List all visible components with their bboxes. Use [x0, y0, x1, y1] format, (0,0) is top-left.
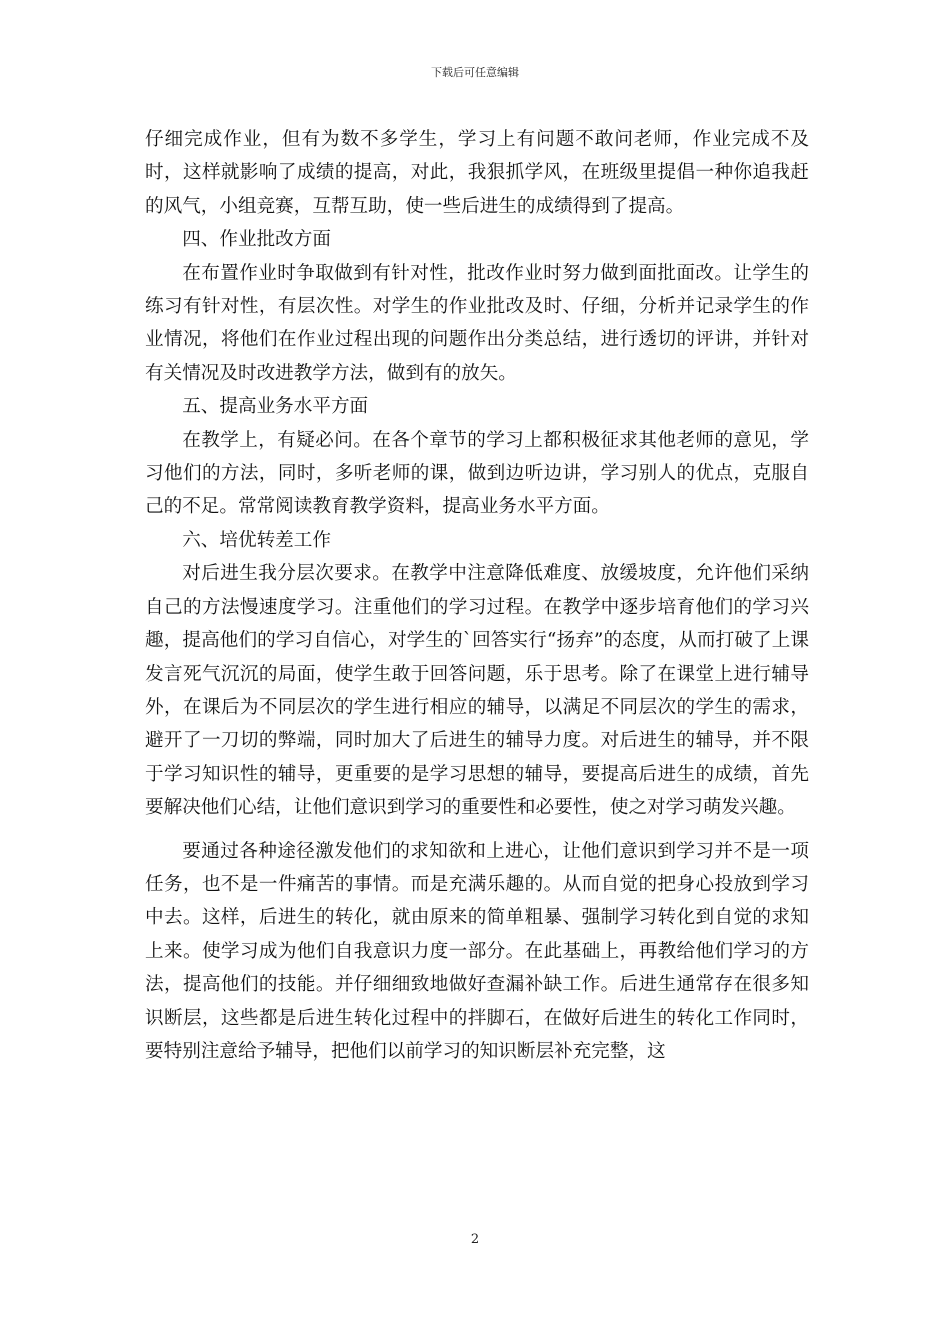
paragraph-tutoring: 对后进生我分层次要求。在教学中注意降低难度、放缓坡度，允许他们采纳自己的方法慢速度学习。注重他们的学习过程。在教学中逐步培育他们的学习兴趣，提高他们的学习自信心，对学生的`回答实行“扬弃”的态度，从而打破了上课发言死气沉沉的局面，使学生敢于回答问题，乐于思考。除了在课堂上进行辅导外，在课后为不同层次的学生进行相应的辅导，以满足不同层次的学生的需求，避开了一刀切的弊端，同时加大了后进生的辅导力度。对后进生的辅导，并不限于学习知识性的辅导，更重要的是学习思想的辅导，要提高后进生的成绩，首先要解决他们心结，让他们意识到学习的重要性和必要性，使之对学习萌发兴趣。: [145, 563, 809, 819]
section-heading-homework-grading: 四、作业批改方面: [182, 229, 331, 251]
section-heading-professional-skill: 五、提高业务水平方面: [182, 396, 369, 418]
document-body: [145, 123, 809, 1068]
section-heading-tutoring: 六、培优转差工作: [182, 529, 331, 551]
page-header: 下载后可任意编辑: [431, 66, 519, 79]
page-number: 2: [470, 1232, 480, 1247]
paragraph-continued: 仔细完成作业，但有为数不多学生，学习上有问题不敢问老师，作业完成不及时，这样就影响了成绩的提高，对此，我狠抓学风，在班级里提倡一种你追我赶的风气，小组竞赛，互帮互助，使一些后进生的成绩得到了提高。: [145, 129, 809, 217]
paragraph-homework-grading: 在布置作业时争取做到有针对性，批改作业时努力做到面批面改。让学生的练习有针对性，有层次性。对学生的作业批改及时、仔细，分析并记录学生的作业情况，将他们在作业过程出现的问题作出分类总结，进行透切的评讲，并针对有关情况及时改进教学方法，做到有的放矢。: [145, 262, 809, 384]
paragraph-motivation: 要通过各种途径激发他们的求知欲和上进心，让他们意识到学习并不是一项任务，也不是一件痛苦的事情。而是充满乐趣的。从而自觉的把身心投放到学习中去。这样，后进生的转化，就由原来的简单粗暴、强制学习转化到自觉的求知上来。使学习成为他们自我意识力度一部分。在此基础上，再教给他们学习的方法，提高他们的技能。并仔细细致地做好查漏补缺工作。后进生通常存在很多知识断层，这些都是后进生转化过程中的拌脚石，在做好后进生的转化工作同时，要特别注意给予辅导，把他们以前学习的知识断层补充完整，这: [145, 840, 809, 1062]
paragraph-professional-skill: 在教学上，有疑必问。在各个章节的学习上都积极征求其他老师的意见，学习他们的方法，同时，多听老师的课，做到边听边讲，学习别人的优点，克服自己的不足。常常阅读教育教学资料，提高业务水平方面。: [145, 429, 809, 518]
